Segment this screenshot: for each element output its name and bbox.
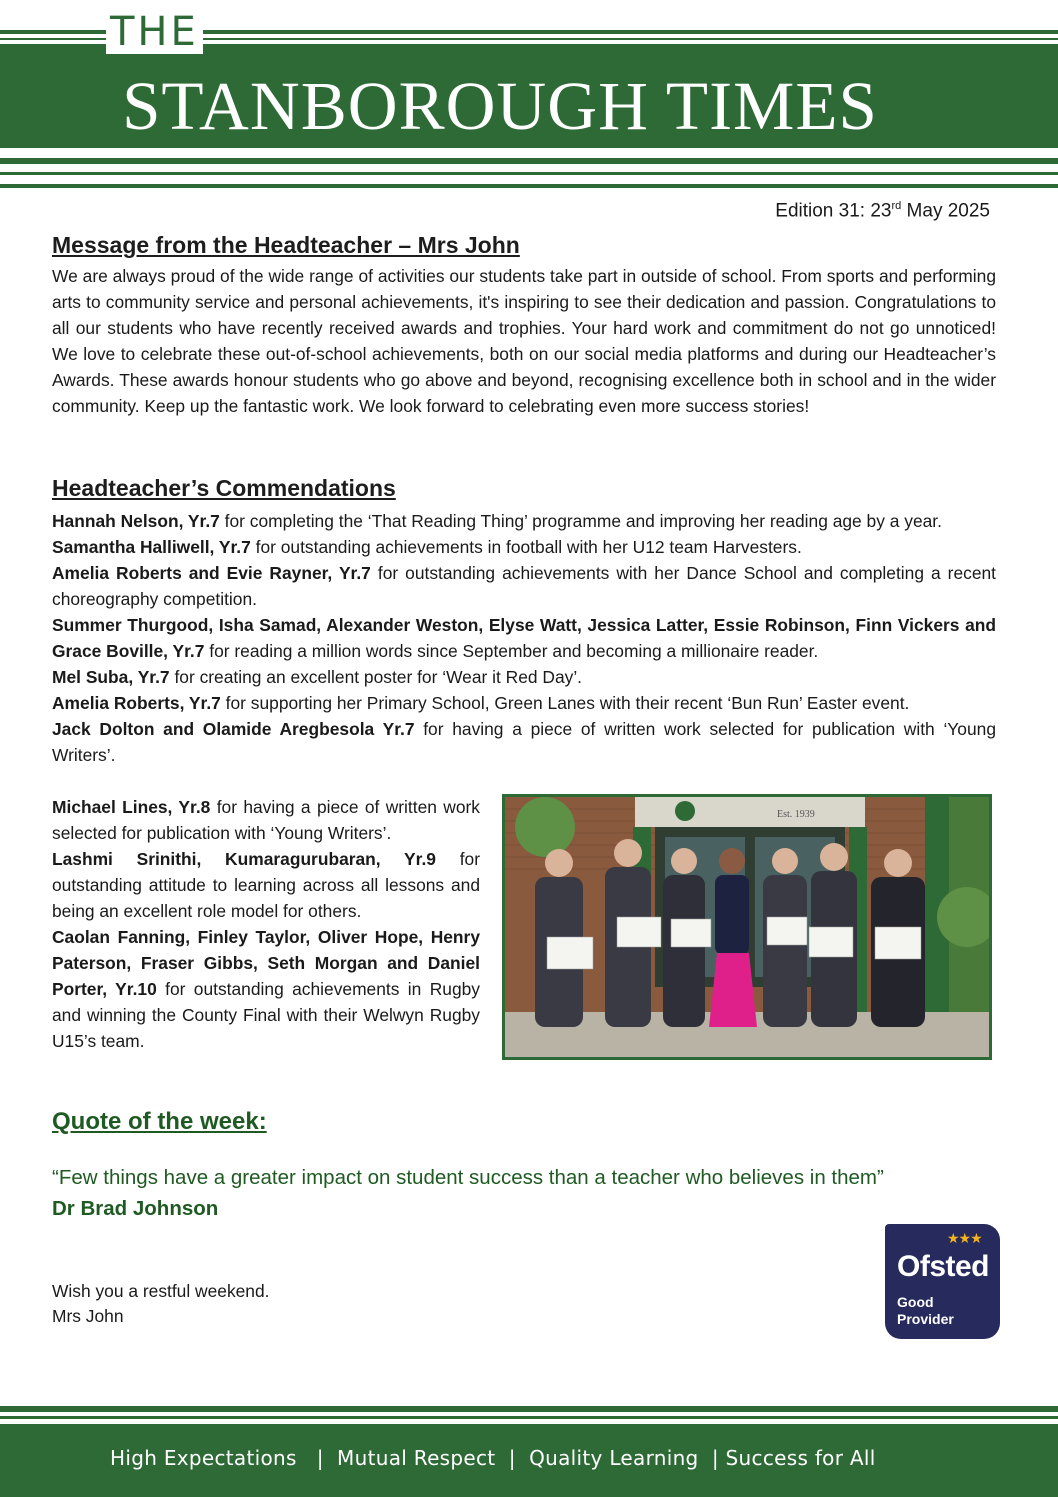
commendation-item: Amelia Roberts, Yr.7 for supporting her Primary School, Green Lanes with their recent ‘Bun Run’ Easter event. bbox=[52, 693, 910, 713]
ofsted-badge bbox=[885, 1224, 1000, 1339]
ofsted-rating: Good Provider bbox=[897, 1294, 954, 1327]
masthead-the: THE bbox=[106, 10, 203, 54]
signoff bbox=[52, 1279, 270, 1329]
commendation-item: Mel Suba, Yr.7 for creating an excellent poster for ‘Wear it Red Day’. bbox=[52, 667, 583, 687]
svg-text:Est. 1939: Est. 1939 bbox=[777, 809, 815, 820]
masthead-bottom-rule bbox=[0, 158, 1058, 164]
commendation-item: Hannah Nelson, Yr.7 for completing the ‘That Reading Thing’ programme and improving her reading age by a year. bbox=[52, 511, 942, 531]
commendation-item: Caolan Fanning, Finley Taylor, Oliver Hope, Henry Paterson, Fraser Gibbs, Seth Morgan and Daniel Porter, Yr.10 for outstanding achievements in Rugby and winning the County Final with their Welwyn Rugby U15’s team. bbox=[52, 927, 480, 1051]
footer-rule bbox=[0, 1406, 1058, 1412]
commendation-item: Jack Dolton and Olamide Aregbesola Yr.7 for having a piece of written work selected for publication with ‘Young Writers’. bbox=[52, 719, 996, 765]
footer-band bbox=[0, 1424, 1058, 1497]
edition-line: Edition 31: 23rd May 2025 bbox=[775, 200, 990, 222]
commendations-list bbox=[52, 508, 996, 768]
masthead-title: STANBOROUGH TIMES bbox=[122, 68, 878, 144]
footer-rule-2 bbox=[0, 1416, 1058, 1419]
students-award-photo bbox=[502, 794, 992, 1060]
commendation-item: Amelia Roberts and Evie Rayner, Yr.7 for outstanding achievements with her Dance School and completing a recent choreography competition. bbox=[52, 563, 996, 609]
message-body: We are always proud of the wide range of activities our students take part in outside of school. From sports and performing arts to community service and personal achievements, it's inspiring to see their dedication and passion. Congratulations to all our students who have recently received awards and trophies. Your hard work and commitment do not go unnoticed! We love to celebrate these out-of-school achievements, both on our social media platforms and during our Headteacher’s Awards. These awards honour students who go above and beyond, recognising excellence both in school and in the wider community. Keep up the fantastic work. We look forward to celebrating even more success stories! bbox=[52, 266, 996, 416]
signoff-line-2: Mrs John bbox=[52, 1306, 124, 1326]
commendations-list-narrow bbox=[52, 794, 480, 1054]
stars-icon: ★★★ bbox=[947, 1230, 982, 1246]
masthead-bottom-rule-3 bbox=[0, 184, 1058, 188]
commendation-item: Samantha Halliwell, Yr.7 for outstanding achievements in football with her U12 team Harvesters. bbox=[52, 537, 802, 557]
quote-text: “Few things have a greater impact on student success than a teacher who believes in them” bbox=[52, 1166, 884, 1189]
masthead-bottom-rule-2 bbox=[0, 172, 1058, 175]
quote-heading: Quote of the week: bbox=[52, 1108, 267, 1135]
commendations-heading: Headteacher’s Commendations bbox=[52, 475, 396, 501]
commendation-item: Michael Lines, Yr.8 for having a piece of written work selected for publication with ‘Young Writers’. bbox=[52, 797, 480, 843]
photo-illustration bbox=[505, 797, 989, 1057]
ofsted-name: Ofsted bbox=[897, 1250, 990, 1283]
commendation-item: Summer Thurgood, Isha Samad, Alexander Weston, Elyse Watt, Jessica Latter, Essie Robinson, Finn Vickers and Grace Boville, Yr.7 for reading a million words since September and becoming a millionaire reader. bbox=[52, 615, 996, 661]
message-heading: Message from the Headteacher – Mrs John bbox=[52, 232, 520, 258]
footer-motto: High Expectations | Mutual Respect | Quality Learning | Success for All bbox=[110, 1446, 876, 1470]
signoff-line-1: Wish you a restful weekend. bbox=[52, 1281, 270, 1301]
commendation-item: Lashmi Srinithi, Kumaragurubaran, Yr.9 for outstanding attitude to learning across all lessons and being an excellent role model for others. bbox=[52, 849, 480, 921]
quote-author: Dr Brad Johnson bbox=[52, 1197, 219, 1220]
